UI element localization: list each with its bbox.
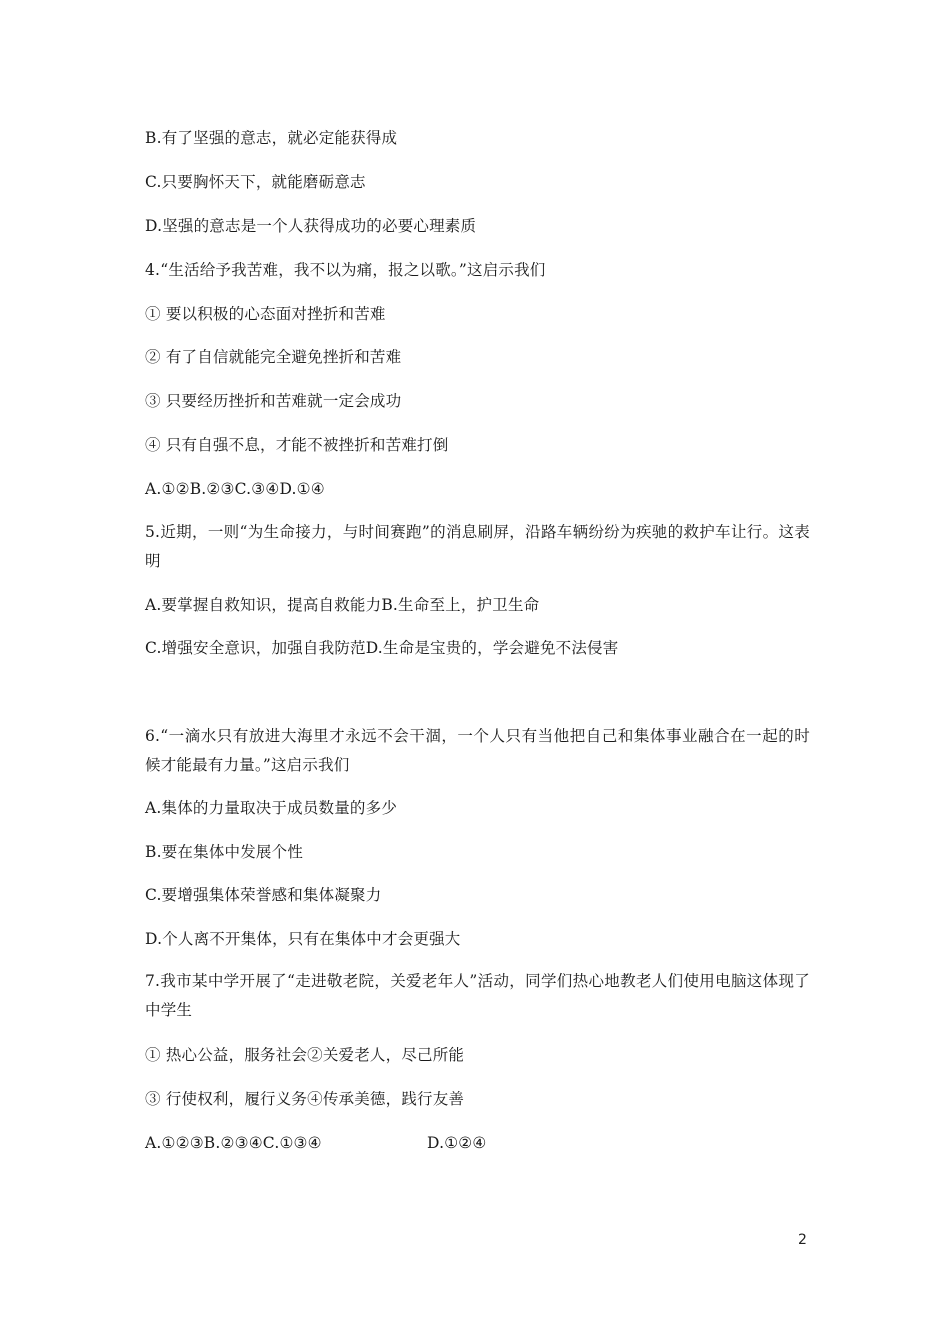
q5-stem: 5.近期，一则“为生命接力，与时间赛跑”的消息刷屏，沿路车辆纷纷为疾驰的救护车让行。这表明 bbox=[145, 523, 810, 570]
q4-statement-2: ② 有了自信就能完全避免挫折和苦难 bbox=[145, 348, 402, 366]
q7-options-abc: A.①②③B.②③④C.①③④ bbox=[145, 1134, 322, 1152]
q3-option-c: C.只要胸怀天下，就能磨砺意志 bbox=[145, 173, 366, 191]
q4-statement-3: ③ 只要经历挫折和苦难就一定会成功 bbox=[145, 392, 402, 410]
q7-statements-34: ③ 行使权利，履行义务④传承美德，践行友善 bbox=[145, 1090, 465, 1108]
q6-option-c: C.要增强集体荣誉感和集体凝聚力 bbox=[145, 886, 382, 904]
q6-option-b: B.要在集体中发展个性 bbox=[145, 843, 304, 861]
q7-stem: 7.我市某中学开展了“走进敬老院，关爱老年人”活动，同学们热心地教老人们使用电脑这体现了中学生 bbox=[145, 972, 810, 1019]
q5-options-ab: A.要掌握自救知识，提高自救能力B.生命至上，护卫生命 bbox=[145, 596, 540, 614]
page-number: 2 bbox=[798, 1232, 808, 1248]
q4-options: A.①②B.②③C.③④D.①④ bbox=[145, 480, 325, 498]
q4-stem: 4.“生活给予我苦难，我不以为痛，报之以歌。”这启示我们 bbox=[145, 261, 546, 279]
q3-option-d: D.坚强的意志是一个人获得成功的必要心理素质 bbox=[145, 217, 477, 235]
q4-statement-4: ④ 只有自强不息，才能不被挫折和苦难打倒 bbox=[145, 436, 449, 454]
q6-option-a: A.集体的力量取决于成员数量的多少 bbox=[145, 799, 398, 817]
q4-statement-1: ① 要以积极的心态面对挫折和苦难 bbox=[145, 305, 386, 323]
q3-option-b: B.有了坚强的意志，就必定能获得成 bbox=[145, 129, 398, 147]
q5-options-cd: C.增强安全意识，加强自我防范D.生命是宝贵的，学会避免不法侵害 bbox=[145, 639, 619, 657]
q7-statements-12: ① 热心公益，服务社会②关爱老人，尽己所能 bbox=[145, 1046, 465, 1064]
q7-option-d: D.①②④ bbox=[427, 1134, 487, 1152]
q6-stem: 6.“一滴水只有放进大海里才永远不会干涸，一个人只有当他把自己和集体事业融合在一起的时候才能最有力量。”这启示我们 bbox=[145, 727, 810, 774]
q6-option-d: D.个人离不开集体，只有在集体中才会更强大 bbox=[145, 930, 461, 948]
